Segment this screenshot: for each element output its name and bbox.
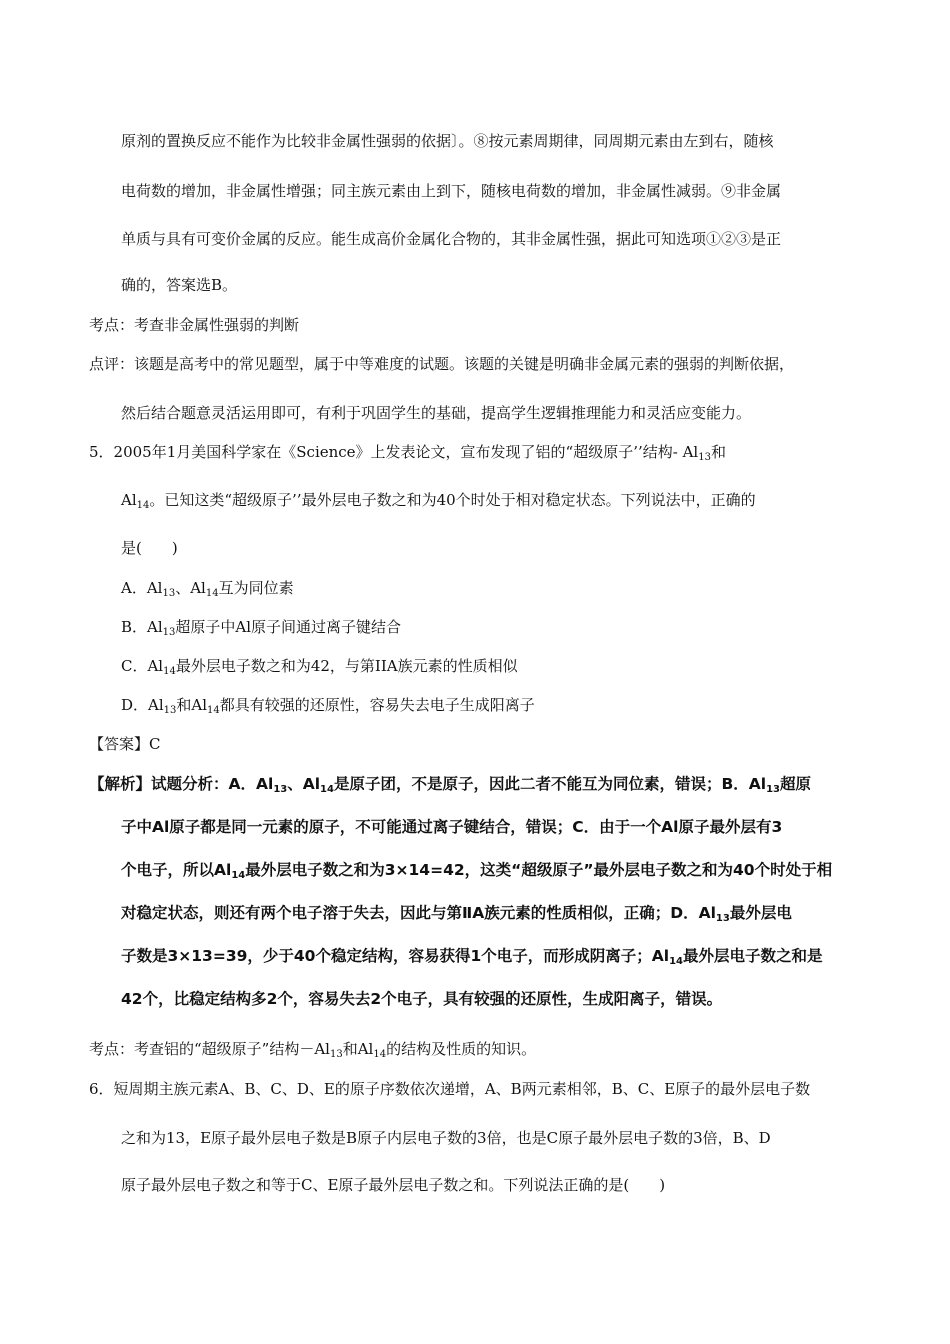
dianping-line: 点评：该题是高考中的常见题型，属于中等难度的试题。该题的关键是明确非金属元素的强弱的判断依据，	[89, 355, 795, 373]
analysis-line: 42个，比稳定结构多2个，容易失去2个电子，具有较强的还原性，生成阳离子，错误。	[121, 990, 723, 1008]
option-c: C．$Al_{14}$最外层电子数之和为42，与第IIA族元素的性质相似	[121, 657, 518, 677]
question-6-line: 原子最外层电子数之和等于C、E原子最外层电子数之和。下列说法正确的是( )	[121, 1176, 666, 1194]
kaodian-line: 考点：考查铝的“超级原子”结构$-Al_{13}$和$Al_{14}$的结构及性质的知识。	[89, 1040, 537, 1060]
dianping-line: 然后结合题意灵活运用即可，有利于巩固学生的基础，提高学生逻辑推理能力和灵活应变能力。	[121, 404, 752, 422]
answer-line: 【答案】C	[89, 735, 161, 753]
option-b: B．$Al_{13}$超原子中Al原子间通过离子键结合	[121, 618, 402, 638]
analysis-line: 【解析】试题分析：A．$Al_{13}$、$Al_{14}$是原子团，不是原子，因此二者不能互为同位素，错误；B．$Al_{13}$超原	[89, 775, 812, 795]
analysis-line: 子中Al原子都是同一元素的原子，不可能通过离子键结合，错误；C．由于一个Al原子最外层有3	[121, 818, 783, 836]
text-line: 电荷数的增加，非金属性增强；同主族元素由上到下，随核电荷数的增加，非金属性减弱。⑨非金属	[121, 182, 782, 200]
analysis-line: 子数是3×13=39，少于40个稳定结构，容易获得1个电子，而形成阴离子；$Al_{14}$最外层电子数之和是	[121, 947, 823, 967]
text-line: 单质与具有可变价金属的反应。能生成高价金属化合物的，其非金属性强，据此可知选项①②③是正	[121, 230, 782, 248]
option-a: A．$Al_{13}$、$Al_{14}$互为同位素	[121, 579, 294, 599]
question-5-line: 是( )	[121, 539, 178, 557]
kaodian-line: 考点：考查非金属性强弱的判断	[89, 316, 300, 334]
question-6-line: 6．短周期主族元素A、B、C、D、E的原子序数依次递增，A、B两元素相邻，B、C、E原子的最外层电子数	[89, 1080, 811, 1098]
text-line: 确的，答案选B。	[121, 276, 238, 294]
question-5-line: 5．2005年1月美国科学家在《Science》上发表论文，宣布发现了铝的“超级原子’’结构- $Al_{13}$和	[89, 443, 726, 463]
analysis-line: 个电子，所以$Al_{14}$最外层电子数之和为3×14=42，这类“超级原子”最外层电子数之和为40个时处于相	[121, 861, 833, 881]
analysis-line: 对稳定状态，则还有两个电子溶于失去，因此与第ⅡA族元素的性质相似，正确；D．$Al_{13}$最外层电	[121, 904, 792, 924]
question-5-line: $Al_{14}$。已知这类“超级原子’’最外层电子数之和为40个时处于相对稳定状态。下列说法中，正确的	[121, 491, 756, 511]
option-d: D．$Al_{13}$和$Al_{14}$都具有较强的还原性，容易失去电子生成阳离子	[121, 696, 535, 716]
question-6-line: 之和为13，E原子最外层电子数是B原子内层电子数的3倍，也是C原子最外层电子数的3倍，B、D	[121, 1129, 771, 1147]
text-line: 原剂的置换反应不能作为比较非金属性强弱的依据〕。⑧按元素周期律，同周期元素由左到右，随核	[121, 132, 774, 150]
